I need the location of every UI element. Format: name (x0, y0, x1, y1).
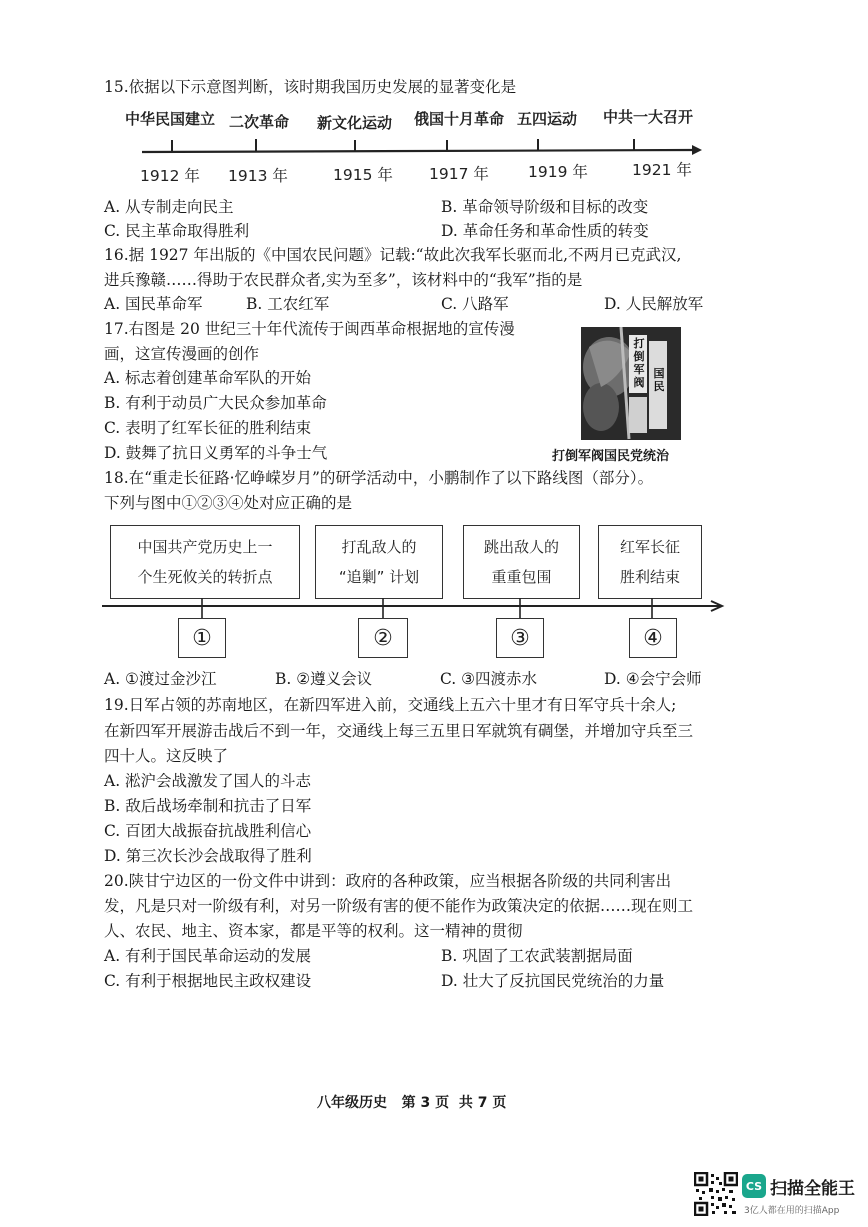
q18-option-b: B. ②遵义会议 (275, 670, 373, 688)
cartoon-glyph: 阀 (633, 376, 645, 389)
q18-option-a: A. ①渡过金沙江 (104, 670, 217, 688)
q15-option-a: A. 从专制走向民主 (104, 198, 234, 216)
timeline-year: 1915 年 (333, 166, 393, 184)
timeline-event: 二次革命 (229, 113, 290, 131)
route-box-line: 个生死攸关的转折点 (137, 568, 273, 586)
q17-option-c: C. 表明了红军长征的胜利结束 (104, 419, 312, 437)
timeline-event: 中共一大召开 (603, 108, 694, 126)
q19-option-b: B. 敌后战场牵制和抗击了日军 (104, 797, 312, 815)
timeline-year: 1919 年 (528, 163, 588, 181)
qr-code-image (694, 1172, 738, 1216)
cartoon-glyph: 军 (633, 363, 645, 376)
route-box-line: 重重包围 (491, 568, 552, 586)
scanner-app-title: 扫描全能王 (770, 1179, 855, 1199)
route-box-line: 红军长征 (619, 538, 680, 556)
q16-option-b: B. 工农红军 (246, 295, 330, 313)
timeline-event: 五四运动 (517, 110, 578, 128)
timeline-year: 1913 年 (228, 167, 288, 185)
q19-option-a: A. 淞沪会战激发了国人的斗志 (104, 772, 312, 790)
timeline-event: 新文化运动 (317, 114, 393, 132)
route-box-line: “追剿” 计划 (338, 568, 420, 586)
q16-option-d: D. 人民解放军 (604, 295, 704, 313)
timeline-year: 1917 年 (429, 165, 489, 183)
q15-option-b: B. 革命领导阶级和目标的改变 (441, 198, 649, 216)
q18-option-c: C. ③四渡赤水 (440, 670, 538, 688)
q20-option-c: C. 有利于根据地民主政权建设 (104, 972, 312, 990)
cartoon-glyph: 民 (653, 380, 665, 393)
route-marker: ③ (496, 618, 544, 658)
q17-option-b: B. 有利于动员广大民众参加革命 (104, 394, 327, 412)
route-box-line: 胜利结束 (619, 568, 680, 586)
q19-stem-line3: 四十人。这反映了 (104, 747, 229, 765)
timeline-year: 1912 年 (140, 167, 200, 185)
q16-stem-line1: 16.据 1927 年出版的《中国农民问题》记载:“故此次我军长驱而北,不两月已克武汉, (104, 246, 682, 264)
route-box-line: 中国共产党历史上一 (137, 538, 273, 556)
q20-stem-line1: 20.陕甘宁边区的一份文件中讲到：政府的各种政策，应当根据各阶级的共同利害出 (104, 872, 672, 890)
q19-option-c: C. 百团大战振奋抗战胜利信心 (104, 822, 312, 840)
cartoon-caption: 打倒军阀国民党统治 (552, 449, 670, 464)
cartoon-glyph: 国 (653, 367, 665, 380)
q18-stem-line2: 下列与图中①②③④处对应正确的是 (104, 494, 353, 512)
q19-stem-line2: 在新四军开展游击战后不到一年，交通线上每三五里日军就筑有碉堡，并增加守兵至三 (104, 722, 694, 740)
q16-stem-line2: 进兵豫赣……得助于农民群众者,实为至多”，该材料中的“我军”指的是 (104, 271, 583, 289)
q20-option-d: D. 壮大了反抗国民党统治的力量 (441, 972, 665, 990)
q17-option-a: A. 标志着创建革命军队的开始 (104, 369, 312, 387)
route-marker: ② (358, 618, 408, 658)
propaganda-cartoon-image (581, 327, 681, 440)
q20-option-a: A. 有利于国民革命运动的发展 (104, 947, 312, 965)
timeline-event: 俄国十月革命 (414, 110, 505, 128)
q16-option-c: C. 八路军 (441, 295, 509, 313)
q18-option-d: D. ④会宁会师 (604, 670, 702, 688)
q20-option-b: B. 巩固了工农武装割据局面 (441, 947, 633, 965)
route-box (463, 525, 580, 599)
q20-stem-line2: 发，凡是只对一阶级有利，对另一阶级有害的便不能作为政策决定的依据……现在则工 (104, 897, 694, 915)
route-box (110, 525, 300, 599)
timeline-year: 1921 年 (632, 161, 692, 179)
q20-stem-line3: 人、农民、地主、资本家，都是平等的权利。这一精神的贯彻 (104, 922, 523, 940)
route-box (315, 525, 443, 599)
scanner-app-subtitle: 3亿人都在用的扫描App (744, 1206, 840, 1216)
q15-stem: 15.依据以下示意图判断，该时期我国历史发展的显著变化是 (104, 78, 517, 96)
q17-stem-line1: 17.右图是 20 世纪三十年代流传于闽西革命根据地的宣传漫 (104, 320, 515, 338)
route-box-line: 跳出敌人的 (483, 538, 559, 556)
cartoon-glyph: 打 (633, 337, 645, 350)
timeline-event: 中华民国建立 (125, 110, 216, 128)
q17-option-d: D. 鼓舞了抗日义勇军的斗争士气 (104, 444, 328, 462)
scanner-logo-icon: CS (742, 1174, 766, 1198)
q15-option-c: C. 民主革命取得胜利 (104, 222, 250, 240)
q18-stem-line1: 18.在“重走长征路·忆峥嵘岁月”的研学活动中，小鹏制作了以下路线图（部分）。 (104, 469, 654, 487)
route-marker: ① (178, 618, 226, 658)
timeline-axis (140, 135, 710, 165)
cartoon-glyph: 倒 (633, 350, 645, 363)
route-box (598, 525, 702, 599)
q16-option-a: A. 国民革命军 (104, 295, 203, 313)
q17-stem-line2: 画，这宣传漫画的创作 (104, 345, 260, 363)
q15-option-d: D. 革命任务和革命性质的转变 (441, 222, 649, 240)
q19-option-d: D. 第三次长沙会战取得了胜利 (104, 847, 312, 865)
q19-stem-line1: 19.日军占领的苏南地区，在新四军进入前，交通线上五六十里才有日军守兵十余人; (104, 696, 677, 714)
route-marker: ④ (629, 618, 677, 658)
route-box-line: 打乱敌人的 (341, 538, 417, 556)
page-footer: 八年级历史 第 3 页 共 7 页 (317, 1095, 507, 1111)
